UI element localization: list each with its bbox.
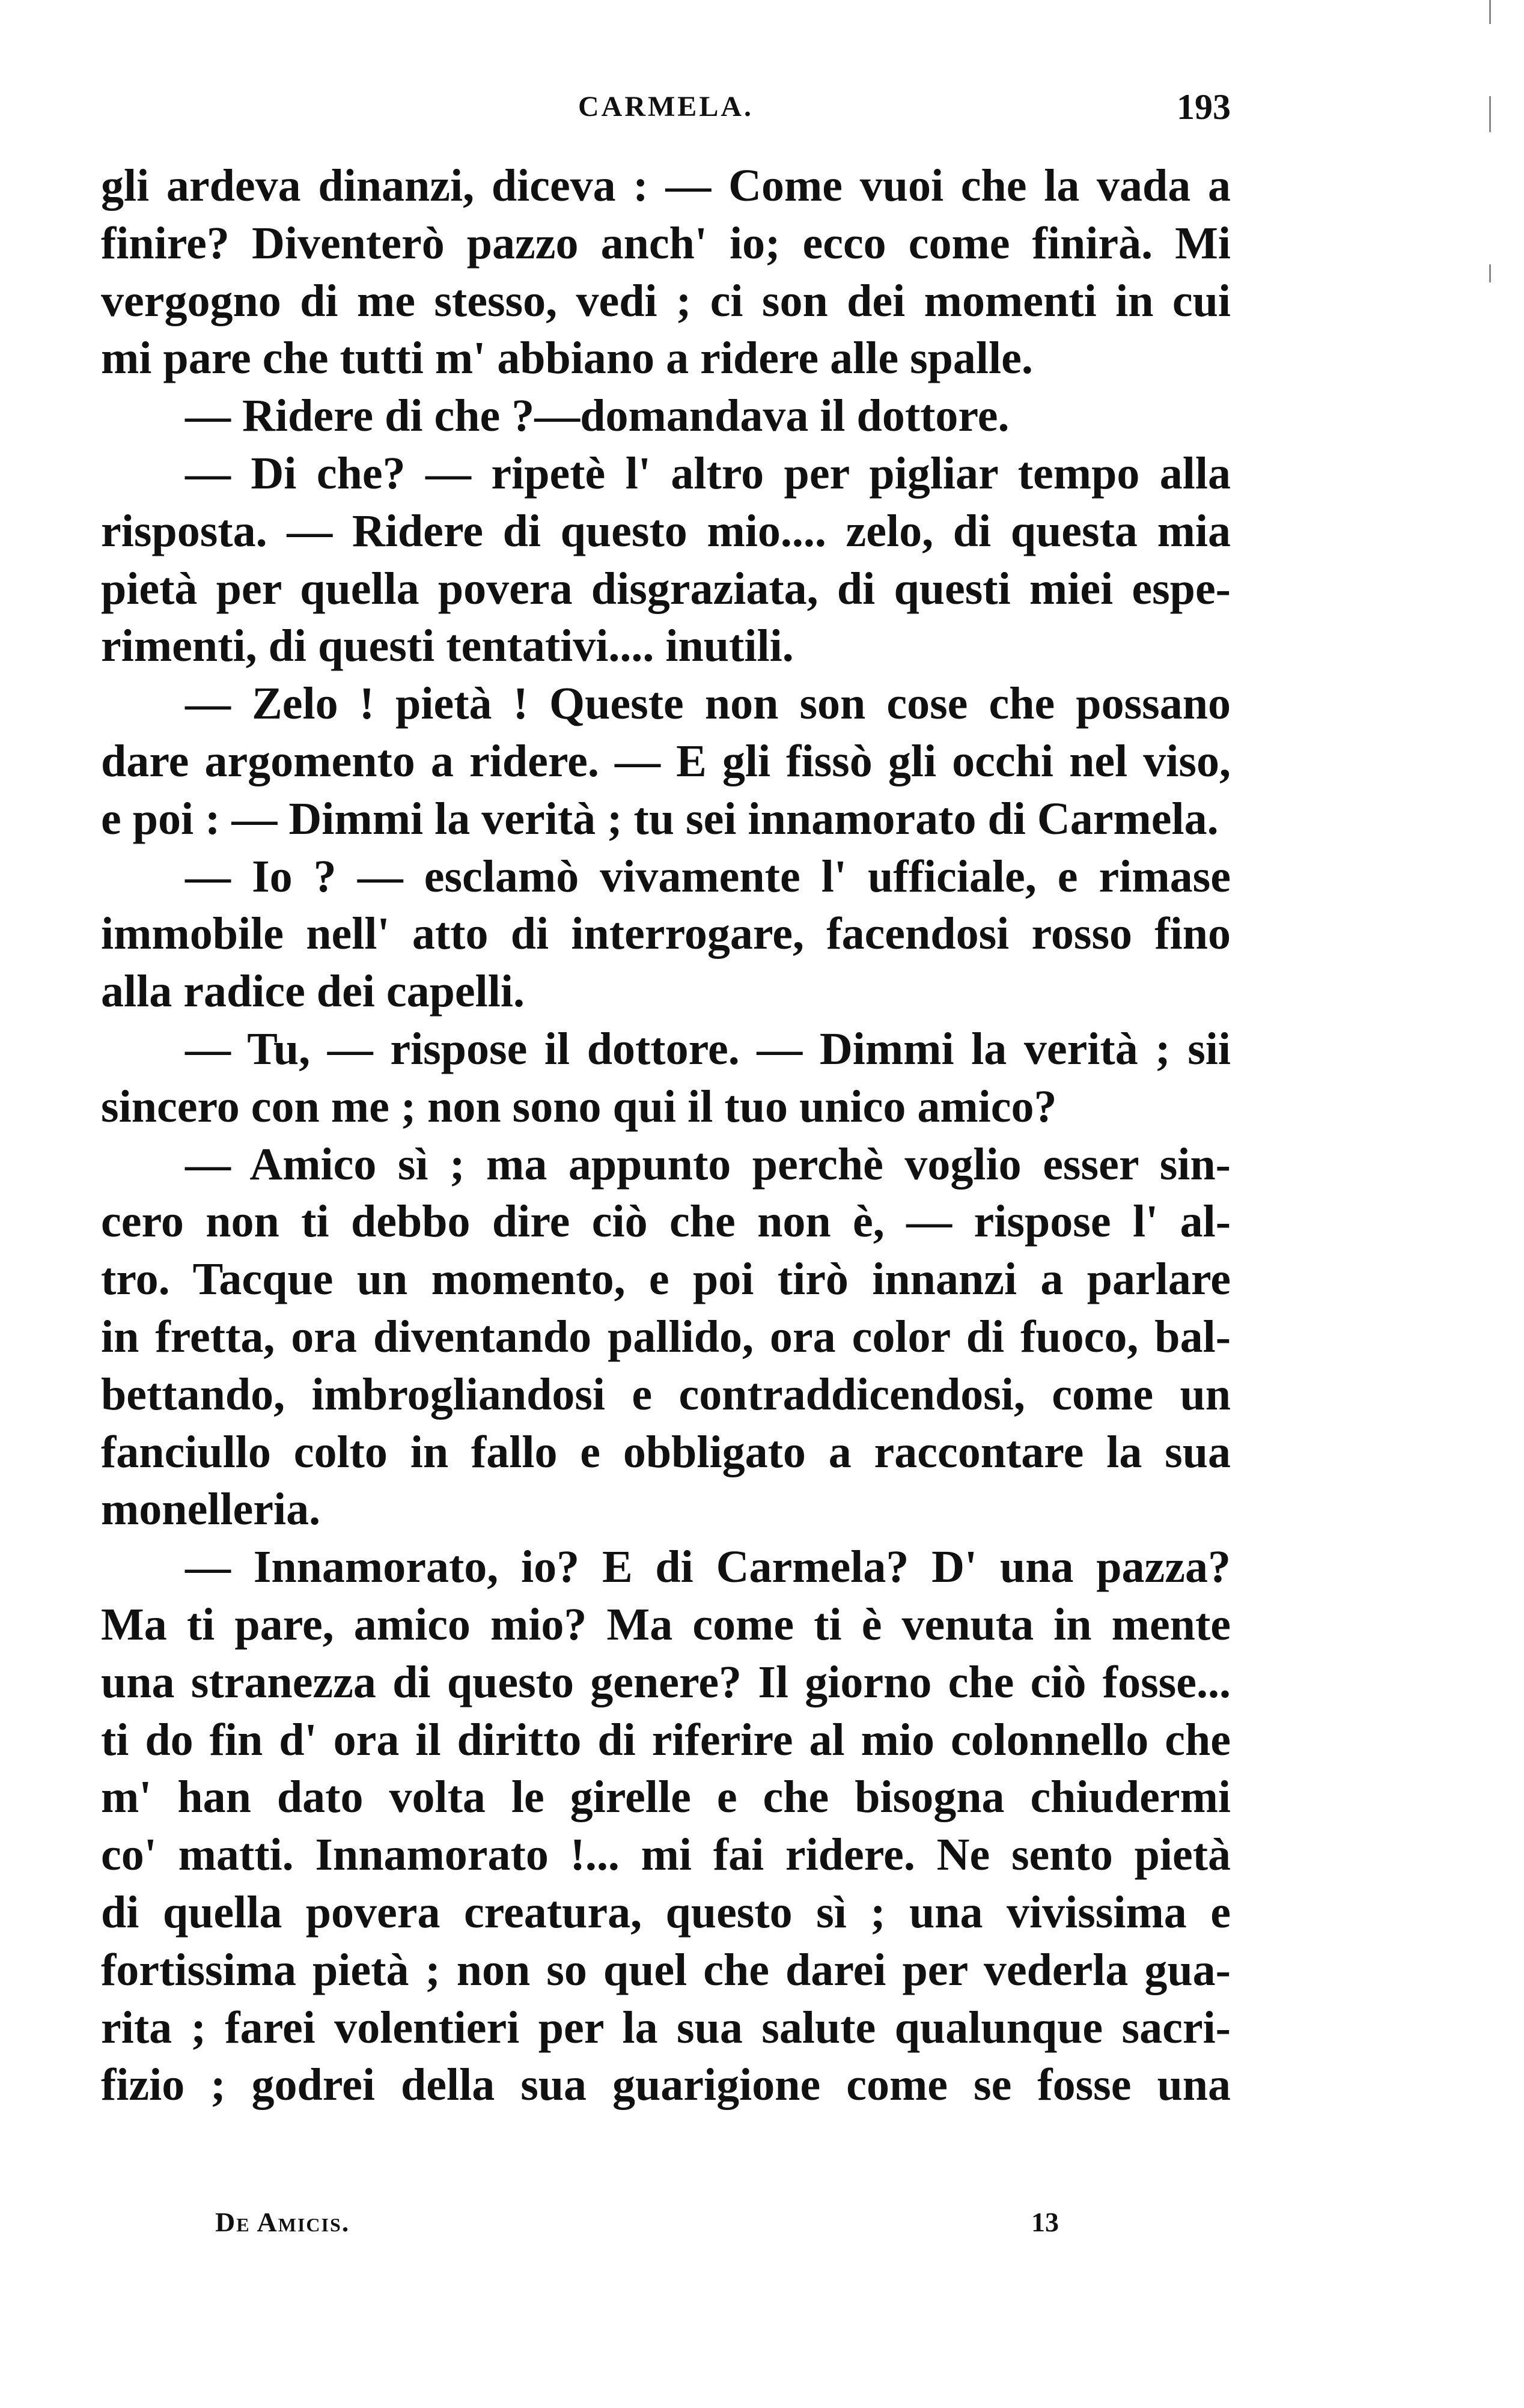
- text-line: di quella povera creatura, questo sì ; una vivissima e: [101, 1887, 1231, 1938]
- signature-mark: De Amicis.: [215, 2207, 350, 2237]
- body-text: [101, 157, 1231, 2114]
- scan-margin-mark: [1489, 264, 1491, 282]
- text-line: m' han dato volta le girelle e che bisogna chiudermi: [101, 1772, 1231, 1823]
- text-line: ti do fin d' ora il diritto di riferire al mio colonnello che: [101, 1714, 1231, 1765]
- text-line: — Amico sì ; ma appunto perchè voglio esser sin-: [185, 1139, 1231, 1190]
- text-line: dare argomento a ridere. — E gli fissò gli occhi nel viso,: [101, 735, 1231, 786]
- text-line: fizio ; godrei della sua guarigione come se fosse una: [101, 2060, 1231, 2111]
- running-title: CARMELA.: [578, 91, 754, 123]
- text-line: e poi : — Dimmi la verità ; tu sei innamorato di Carmela.: [101, 793, 1219, 844]
- text-line: una stranezza di questo genere? Il giorno che ciò fosse...: [101, 1656, 1231, 1707]
- text-line: — Zelo ! pietà ! Queste non son cose che possano: [185, 678, 1231, 729]
- scan-margin-mark: [1489, 0, 1491, 24]
- text-line: — Di che? — ripetè l' altro per pigliar tempo alla: [185, 448, 1231, 499]
- text-line: pietà per quella povera disgraziata, di questi miei espe-: [101, 563, 1231, 614]
- text-line: — Innamorato, io? E di Carmela? D' una pazza?: [185, 1542, 1231, 1593]
- page-footer: [101, 2206, 1231, 2248]
- page-number: 193: [1177, 87, 1231, 127]
- text-line: monelleria.: [101, 1484, 321, 1535]
- text-line: cero non ti debbo dire ciò che non è, — rispose l' al-: [101, 1196, 1231, 1247]
- text-line: immobile nell' atto di interrogare, facendosi rosso fino: [101, 908, 1231, 959]
- text-line: mi pare che tutti m' abbiano a ridere alle spalle.: [101, 333, 1033, 384]
- text-line: rimenti, di questi tentativi.... inutili.: [101, 621, 794, 672]
- text-line: in fretta, ora diventando pallido, ora color di fuoco, bal-: [101, 1311, 1231, 1362]
- text-line: risposta. — Ridere di questo mio.... zelo, di questa mia: [101, 505, 1231, 556]
- text-line: fortissima pietà ; non so quel che darei per vederla gua-: [101, 1944, 1231, 1995]
- scan-margin-mark: [1489, 96, 1491, 132]
- text-line: gli ardeva dinanzi, diceva : — Come vuoi che la vada a: [101, 160, 1231, 211]
- text-line: — Ridere di che ?—domandava il dottore.: [185, 391, 1010, 442]
- text-line: — Io ? — esclamò vivamente l' ufficiale, e rimase: [185, 851, 1231, 902]
- text-line: alla radice dei capelli.: [101, 966, 525, 1017]
- text-line: rita ; farei volentieri per la sua salute qualunque sacri-: [101, 2002, 1231, 2053]
- signature-number: 13: [1031, 2207, 1059, 2237]
- text-line: fanciullo colto in fallo e obbligato a raccontare la sua: [101, 1426, 1231, 1477]
- text-line: tro. Tacque un momento, e poi tirò innanzi a parlare: [101, 1254, 1231, 1305]
- text-line: bettando, imbrogliandosi e contraddicendosi, come un: [101, 1369, 1231, 1420]
- text-line: sincero con me ; non sono qui il tuo unico amico?: [101, 1081, 1057, 1132]
- text-line: — Tu, — rispose il dottore. — Dimmi la verità ; sii: [185, 1023, 1231, 1074]
- page-header: [101, 87, 1231, 138]
- text-line: co' matti. Innamorato !... mi fai ridere. Ne sento pietà: [101, 1829, 1231, 1880]
- text-line: vergogno di me stesso, vedi ; ci son dei momenti in cui: [101, 275, 1231, 326]
- text-line: Ma ti pare, amico mio? Ma come ti è venuta in mente: [101, 1599, 1231, 1650]
- text-line: finire? Diventerò pazzo anch' io; ecco come finirà. Mi: [101, 217, 1231, 269]
